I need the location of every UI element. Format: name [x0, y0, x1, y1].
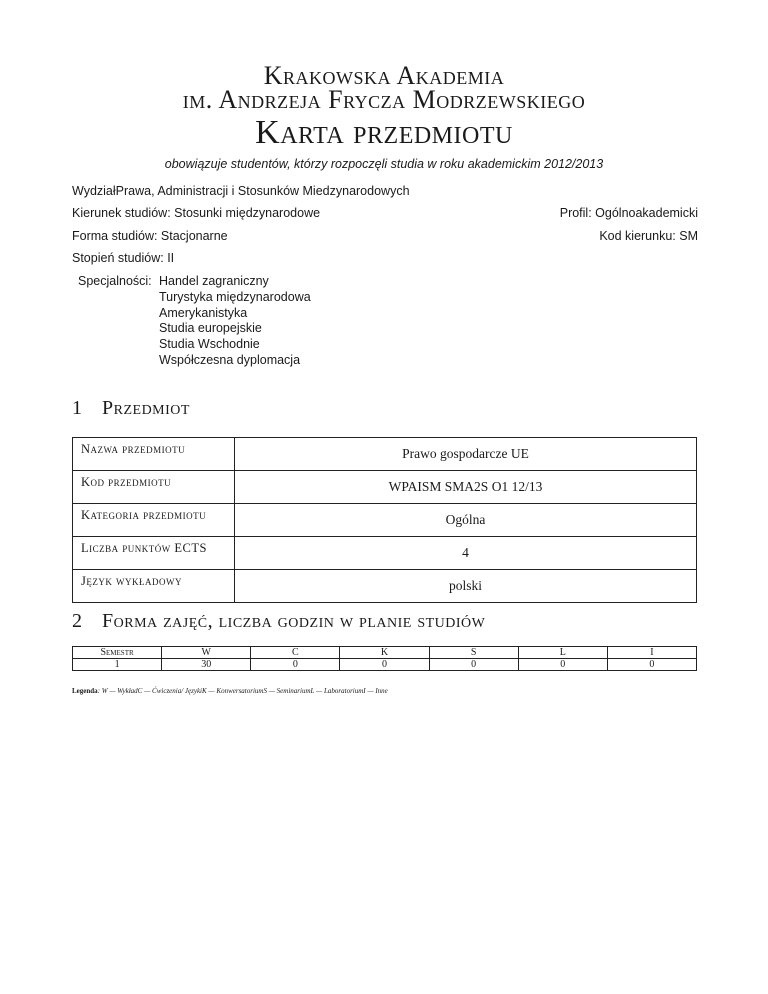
specialization-item: Handel zagraniczny: [159, 274, 269, 288]
table-cell: 1: [73, 659, 162, 671]
column-header: K: [340, 647, 429, 659]
section-2-heading: [72, 610, 485, 633]
row-label: Kod przedmiotu: [73, 471, 235, 504]
table-cell: 0: [340, 659, 429, 671]
document-subtitle: obowiązuje studentów, którzy rozpoczęli studia w roku akademickim 2012/2013: [164, 157, 604, 171]
section-title: Przedmiot: [102, 397, 190, 419]
column-header: I: [607, 647, 696, 659]
column-header: W: [162, 647, 251, 659]
row-label: Kategoria przedmiotu: [73, 504, 235, 537]
specialization-item: Współczesna dyplomacja: [159, 352, 301, 367]
section-1-heading: [72, 397, 190, 420]
column-header: Semestr: [73, 647, 162, 659]
specialization-item: Studia europejskie: [159, 321, 262, 336]
table-row: [73, 537, 697, 570]
table-cell: 30: [162, 659, 251, 671]
table-row: [73, 659, 697, 671]
legend: [72, 687, 388, 695]
row-value: 4: [235, 537, 697, 570]
table-cell: 0: [607, 659, 696, 671]
document-title: Karta przedmiotu: [255, 114, 513, 151]
column-header: L: [518, 647, 607, 659]
row-label: Język wykładowy: [73, 570, 235, 603]
row-label: Liczba punktów ECTS: [73, 537, 235, 570]
table-row: [73, 570, 697, 603]
study-level: Stopień studiów: II: [72, 251, 175, 265]
field-code: Kod kierunku: SM: [599, 229, 698, 243]
row-value: polski: [235, 570, 697, 603]
table-cell: 0: [251, 659, 340, 671]
section-number: 1: [72, 397, 83, 419]
section-number: 2: [72, 610, 83, 632]
table-row: [73, 438, 697, 471]
column-header: C: [251, 647, 340, 659]
faculty: WydziałPrawa, Administracji i Stosunków Miedzynarodowych: [72, 184, 410, 198]
legend-text: : W — WykładC — Ćwiczenia/ JęzykiK — KonwersatoriumS — SeminariumL — LaboratoriumI — Inne: [97, 687, 388, 695]
table-row: [73, 504, 697, 537]
column-header: S: [429, 647, 518, 659]
study-mode: Forma studiów: Stacjonarne: [72, 229, 228, 243]
specialization-item: Studia Wschodnie: [159, 337, 260, 352]
subject-table: [72, 437, 697, 603]
table-row: [73, 471, 697, 504]
specialization-item: Amerykanistyka: [159, 305, 248, 320]
table-cell: 0: [429, 659, 518, 671]
row-value: Ogólna: [235, 504, 697, 537]
row-value: Prawo gospodarcze UE: [235, 438, 697, 471]
legend-label: Legenda: [72, 687, 98, 695]
profile: Profil: Ogólnoakademicki: [559, 206, 698, 220]
institution-name-line1: Krakowska Akademia: [263, 61, 505, 90]
table-header-row: [73, 647, 697, 659]
row-label: Nazwa przedmiotu: [73, 438, 235, 471]
table-cell: 0: [518, 659, 607, 671]
hours-table: [72, 646, 697, 671]
section-title: Forma zajęć, liczba godzin w planie studiów: [102, 610, 486, 632]
row-value: WPAISM SMA2S O1 12/13: [235, 471, 697, 504]
field-of-study: Kierunek studiów: Stosunki międzynarodowe: [72, 206, 321, 220]
specialization-item: Turystyka międzynarodowa: [159, 289, 311, 304]
specializations-list: [159, 274, 311, 369]
institution-name-line2: im. Andrzeja Frycza Modrzewskiego: [182, 85, 586, 114]
specializations-label: Specjalności:: [78, 274, 152, 288]
